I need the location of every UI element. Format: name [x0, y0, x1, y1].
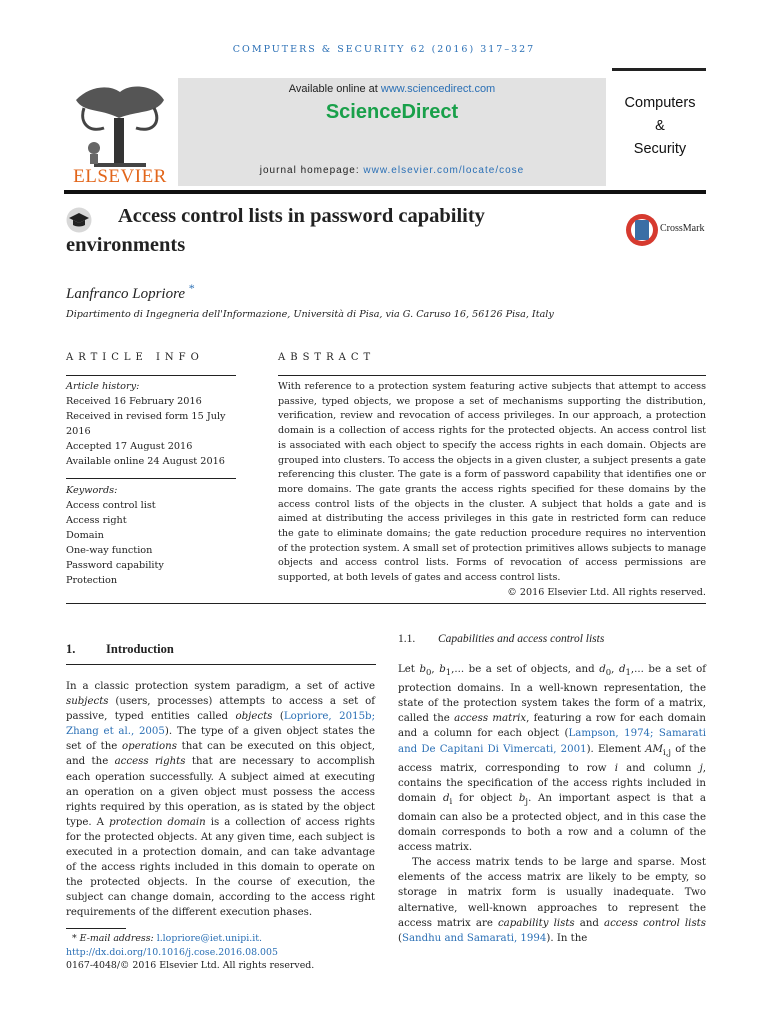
history-label: Article history: [66, 381, 140, 392]
sciencedirect-logo: ScienceDirect [325, 101, 459, 123]
issn-line: 0167-4048/© 2016 Elsevier Ltd. All rights reserved. [66, 960, 315, 971]
journal-title-line2: & [655, 118, 665, 134]
history-item: Received 16 February 2016 [66, 396, 202, 407]
crossmark-label[interactable]: CrossMark [660, 223, 705, 234]
keyword-item: Password capability [66, 560, 164, 571]
abstract-text: With reference to a protection system featuring active subjects that attempt to access passive, typed objects, we propose a set of mechanisms supporting the distribution, verification, review and revocation of access privileges. In our approach, a protection domain is a collection of access rights for the protected objects. An access control list is associated with each object to specify the access rights in each domain. Objects are grouped into clusters. To access the objects in a given cluster, a subject presents a gate referencing this cluster. The gate is a form of password capability that identifies one or more domains. The gate grants the access rights specified for these domains by the access control lists of the objects in the cluster. A subject that holds a gate and is aimed at distributing the access privileges in this gate in restricted form can reduce the gate to eliminate domains; the gate reduction procedure requires no intervention of the protection system. A small set of protection primitives allows subjects to manage objects and access control lists. Forms of revocation of access permissions are supported, at both levels of gates and access control lists. [278, 381, 706, 584]
subsection-paragraphs: Let $b_0$, $b_1$,... be a set of objects, and $d_0$, $d_1$,... be a set of protection domains. In a well-known representation, the state of the protection system takes the form of a matrix, called the access matrix, featuring a row for each domain and a column for each object (Lampson, 1974; Samarati and De Capitani Di Vimercati, 2001). Element $AM_{i,j}$ of the access matrix, corresponding to row i and column j, contains the specification of the access rights included in domain $d_i$ for object $b_j$. An important aspect is that a domain can also be a protected object, and in this case the domain corresponds to both a row and a column of the access matrix. The access matrix tends to be large and sparse. Most elements of the access matrix are likely to be empty, so storage in matrix form is usually inadequate. Two alternative, well-known approaches to represent the access matrix are capability lists and access control lists (Sandhu and Samarati, 1994). In the [398, 664, 707, 944]
doi-link[interactable]: http://dx.doi.org/10.1016/j.cose.2016.08.005 [66, 946, 278, 958]
keywords-label: Keywords: [66, 485, 118, 496]
keyword-item: Access right [66, 515, 127, 526]
subsection-heading [398, 633, 604, 645]
crossmark-icon[interactable] [624, 212, 660, 248]
footnote: * E-mail address: l.lopriore@iet.unipi.it. http://dx.doi.org/10.1016/j.cose.2016.08.005 0167-4048/© 2016 Elsevier Ltd. All rights reserved. [66, 933, 315, 971]
section-title: Introduction [106, 642, 174, 656]
article-title [66, 202, 586, 260]
available-prefix: Available online at [288, 83, 381, 95]
author-name-text: Lanfranco Lopriore [66, 286, 186, 302]
abstract-rule [278, 375, 706, 376]
keyword-item: One-way function [66, 545, 153, 556]
history-rule [66, 478, 236, 479]
email-label: E-mail address: [79, 933, 157, 944]
abstract-bottom-rule [66, 603, 706, 604]
header-rule [64, 190, 706, 194]
history-item: 2016 [66, 426, 91, 437]
article-history [66, 379, 236, 469]
homepage-link[interactable]: www.elsevier.com/locate/cose [363, 165, 525, 176]
section-heading-introduction [66, 642, 174, 657]
introduction-paragraph: In a classic protection system paradigm, a set of active subjects (users, processes) attempts to access a set of passive, typed entities called objects (Lopriore, 2015b; Zhang et al., 2005). The type of a given object states the set of the operations that can be executed on this object, and the access rights that are necessary to accomplish each operation successfully. A subject aimed at executing an operation on a given object must possess the access rights required by this operation, as is stated by the object type. A protection domain is a collection of access rights for the protected objects. At any given time, each subject is executed in a protection domain, and can take advantage of the access rights included in this domain to operate on the protected objects. In the course of execution, the subject can change domain, according to the access right requirements of the different execution phases. [66, 681, 376, 919]
journal-title-line3: Security [633, 141, 687, 157]
keyword-item: Protection [66, 575, 118, 586]
article-title-text: Access control lists in password capability environments [66, 205, 485, 256]
journal-reference: COMPUTERS & SECURITY 62 (2016) 317–327 [232, 44, 536, 55]
journal-homepage [178, 165, 606, 176]
section-rule [66, 664, 376, 665]
footnote-rule [66, 928, 126, 929]
author-name [66, 281, 195, 303]
available-online [178, 83, 606, 95]
section-number: 1. [66, 642, 76, 656]
sciencedirect-link[interactable]: www.sciencedirect.com [380, 83, 496, 95]
article-info-rule [66, 375, 236, 376]
author-footnote-mark[interactable]: * [188, 281, 195, 295]
abstract-copyright: © 2016 Elsevier Ltd. All rights reserved. [507, 586, 706, 598]
history-item: Available online 24 August 2016 [66, 456, 225, 467]
journal-title-line1: Computers [624, 95, 696, 111]
elsevier-wordmark: ELSEVIER [73, 166, 167, 187]
subsection-number: 1.1. [398, 633, 416, 645]
abstract [278, 380, 706, 601]
article-info-heading: ARTICLE INFO [66, 352, 204, 363]
subsection-title: Capabilities and access control lists [438, 633, 605, 645]
journal-title [612, 92, 708, 161]
history-item: Accepted 17 August 2016 [66, 441, 193, 452]
history-item: Received in revised form 15 July [66, 411, 226, 422]
homepage-prefix: journal homepage: [259, 165, 364, 176]
keyword-item: Domain [66, 530, 104, 541]
keywords [66, 483, 236, 588]
keyword-item: Access control list [66, 500, 156, 511]
email-link[interactable]: l.lopriore@iet.unipi.it. [156, 933, 262, 944]
abstract-heading: ABSTRACT [278, 352, 376, 363]
author-affiliation: Dipartimento di Ingegneria dell'Informazione, Università di Pisa, via G. Caruso 16, 56126 Pisa, Italy [66, 309, 554, 320]
